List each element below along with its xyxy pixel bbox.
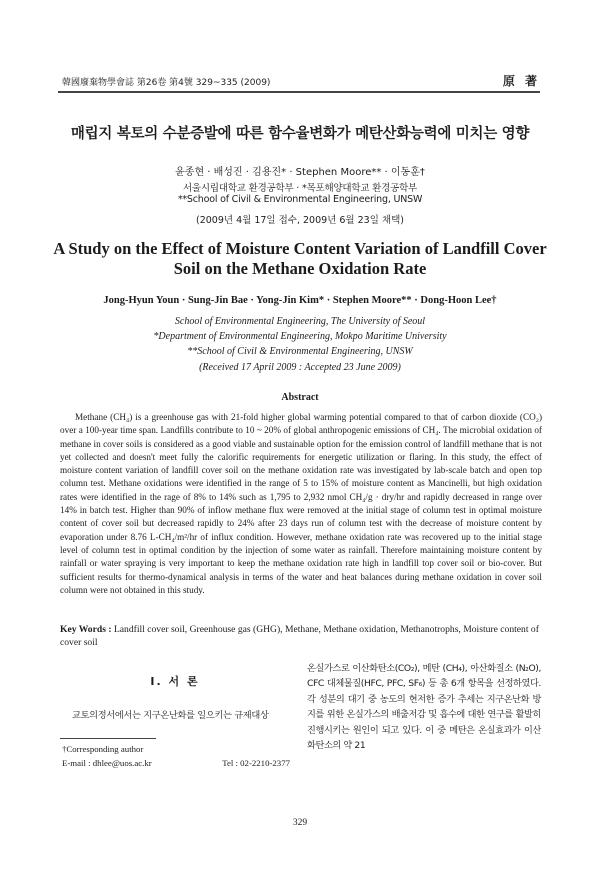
korean-authors: 윤종현 · 배성진 · 김용진* · Stephen Moore** · 이동훈† [175,167,425,178]
footnote-email: E-mail : dhlee@uos.ac.kr [62,758,152,768]
korean-dates: (2009년 4월 17일 접수, 2009년 6월 23일 채택) [196,215,404,226]
intro-right-text: 온실가스로 이산화탄소(CO₂), 메탄 (CH₄), 아산화질소 (N₂O), CFC 대체물질(HFC, PFC, SF₆) 등 총 6개 항목을 선정하였다. 각 성분의 대기 중 농도의 현저한 증가 추세는 지구온난화 방지를 위한 온실가스의 배출저감 및 흡수에 대한 연구를 활발히 진행시키는 원인이 되고 있다. 이 중 메탄은 온실효과가 이산화탄소의 약 21 [307,663,541,752]
korean-affiliation-2: **School of Civil & Environmental Engineering, UNSW [177,194,423,205]
keywords [60,623,542,650]
header-rule [58,91,540,93]
keywords-text: Landfill cover soil, Greenhouse gas (GHG), Methane, Methane oxidation, Methanotrophs, Moisture content of cover soil [60,624,539,649]
english-affiliation-2: *Department of Environmental Engineering, Mokpo Maritime University [153,331,447,342]
footnote-tel: Tel : 02-2210-2377 [222,758,290,768]
abstract-text: Methane (CH₄) is a greenhouse gas with 21-fold higher global warming potential compared to that of carbon dioxide (CO₂) over a 100-year time span. Landfills contribute to 10 ~ 20% of global anthropogenic emissions of CH₄. The microbial oxidation of methane in cover soils is considered as a good viable and sustainable option for the emission control of landfill methane that is not yet collected and doesn't meet fully the calorific requirements for energetic utilization or flaring. In this study, the effect of moisture content variation of landfill cover soil on the methane oxidation rate was investigated by lab-scale batch and open top column test. Methane oxidations were identified in the range of 5 to 15% of moisture content as Mancinelli, but high oxidation rates were identified in the rage of 8% to 14% such as 1,795 to 2,932 nmol CH₄/g · dry/hr and rapidly decreased in range over 14% in batch test. Higher than 90% of inflow methane flux were removed at the initial stage of column test in optimal moisture content of cover soil but decreased rapidly to 24% after 23 days run of column test with the decrease of moisture content by evaporation under 8.76 L-CH₄/m²/hr of influx condition. However, methane oxidation rate was recovered up to the initial stage level of column test in optimal condition by the injection of some water as rainfall. Therefore maintaining moisture content by rainfall or water spraying is very important to keep the methane oxidation rate high in landfill top cover soil or bio-cover. But sufficient results for thermo-dynamical analysis in terms of the water and heat balances during methane oxidation in cover soil column were not obtained in this study. [60,412,542,595]
article-type-label: 原 著 [502,74,540,88]
english-title: A Study on the Effect of Moisture Content Variation of Landfill Cover Soil on the Methane Oxidation Rate [53,239,547,278]
page-number: 329 [292,818,308,828]
journal-citation: 韓國廢棄物學會誌 第26卷 第4號 329~335 (2009) [62,78,271,88]
section-heading-introduction: I. 서 론 [150,675,200,688]
abstract-heading: Abstract [281,392,319,403]
english-affiliation-3: **School of Civil & Environmental Engineering, UNSW [187,346,413,357]
footnote-rule [60,738,156,739]
intro-left-text: 교토의정서에서는 지구온난화를 일으키는 규제대상 [72,710,269,721]
korean-title: 매립지 복토의 수분증발에 따른 함수율변화가 메탄산화능력에 미치는 영향 [70,126,530,142]
english-authors: Jong-Hyun Youn · Sung-Jin Bae · Yong-Jin Kim* · Stephen Moore** · Dong-Hoon Lee† [103,295,497,306]
keywords-label: Key Words : [60,624,114,635]
footnote-corresponding: †Corresponding author [62,744,144,754]
footnote-contact [62,758,290,768]
english-dates: (Received 17 April 2009 : Accepted 23 June 2009) [199,362,401,373]
korean-affiliation-1: 서울시립대학교 환경공학부 · *목포해양대학교 환경공학부 [182,183,418,194]
english-affiliation-1: School of Environmental Engineering, The University of Seoul [174,316,426,327]
